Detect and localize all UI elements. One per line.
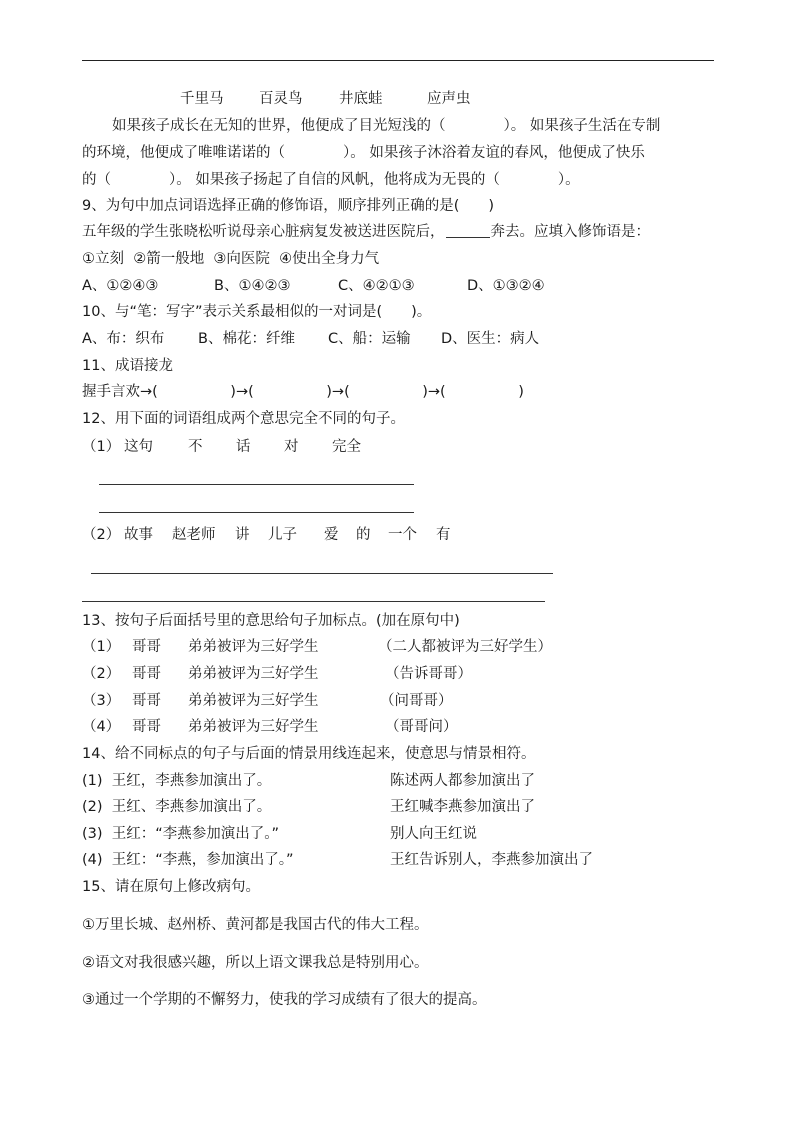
q11-chain: 握手言欢→( )→( )→( )→( ) xyxy=(82,384,524,400)
word-bank-2: 百灵鸟 xyxy=(259,91,303,107)
q9-option-a: A、①②④③ xyxy=(82,278,159,294)
q10-option-a: A、布：织布 xyxy=(82,331,165,347)
q10-title: 10、与“笔：写字”表示关系最相似的一对词是( )。 xyxy=(82,304,432,320)
q13-row-2-a: 哥哥 xyxy=(132,666,161,682)
header-rule xyxy=(82,60,714,61)
q12-part2-word-8: 有 xyxy=(436,527,451,543)
q12-part1-label: （1） xyxy=(82,439,121,455)
word-bank-4: 应声虫 xyxy=(427,91,471,107)
q15-title: 15、请在原句上修改病句。 xyxy=(82,879,260,895)
q14-title: 14、给不同标点的句子与后面的情景用线连起来，使意思与情景相符。 xyxy=(82,746,536,762)
q10-option-d: D、医生：病人 xyxy=(441,331,540,347)
q12-part1-word-3: 话 xyxy=(236,439,251,455)
q13-row-2-b: 弟弟被评为三好学生 xyxy=(188,666,319,682)
q12-title: 12、用下面的词语组成两个意思完全不同的句子。 xyxy=(82,411,405,427)
q14-right-4[interactable]: 王红告诉别人，李燕参加演出了 xyxy=(390,852,593,868)
word-bank-1: 千里马 xyxy=(180,91,224,107)
q13-row-4-b: 弟弟被评为三好学生 xyxy=(188,719,319,735)
q12-answer-line-2[interactable] xyxy=(99,512,414,513)
q9-option-d: D、①③②④ xyxy=(467,278,545,294)
q12-part1-word-5: 完全 xyxy=(332,439,361,455)
q9-option-b: B、①④②③ xyxy=(214,278,291,294)
q14-left-1[interactable]: (1) 王红，李燕参加演出了。 xyxy=(82,773,272,789)
q12-part1-word-2: 不 xyxy=(188,439,203,455)
q12-part2-word-3: 讲 xyxy=(235,527,250,543)
paragraph-line-1: 如果孩子成长在无知的世界，他便成了目光短浅的（ ）。 如果孩子生活在专制 xyxy=(112,118,661,134)
q13-row-3-num: （3） xyxy=(82,693,121,709)
q9-answer-blank[interactable] xyxy=(446,223,490,238)
q14-left-2[interactable]: (2) 王红、李燕参加演出了。 xyxy=(82,799,272,815)
q13-row-4-a: 哥哥 xyxy=(132,719,161,735)
q9-items: ①立刻 ②箭一般地 ③向医院 ④使出全身力气 xyxy=(82,251,380,267)
q12-part1-word-1: 这句 xyxy=(124,439,153,455)
q10-option-c: C、船：运输 xyxy=(328,331,411,347)
q12-answer-line-3[interactable] xyxy=(91,573,553,574)
q11-title: 11、成语接龙 xyxy=(82,358,173,374)
q15-item-3[interactable]: ③通过一个学期的不懈努力，使我的学习成绩有了很大的提高。 xyxy=(82,992,487,1008)
q12-part2-word-2: 赵老师 xyxy=(172,527,216,543)
q13-title: 13、按句子后面括号里的意思给句子加标点。(加在原句中) xyxy=(82,613,460,629)
q12-part2-label: （2） xyxy=(82,527,121,543)
q13-row-3-b: 弟弟被评为三好学生 xyxy=(188,693,319,709)
q13-row-1-b: 弟弟被评为三好学生 xyxy=(188,639,319,655)
q14-left-3[interactable]: (3) 王红：“李燕参加演出了。” xyxy=(82,826,280,842)
q13-row-2-num: （2） xyxy=(82,666,121,682)
q13-row-1-note: （二人都被评为三好学生） xyxy=(378,639,552,655)
q15-item-2[interactable]: ②语文对我很感兴趣，所以上语文课我总是特别用心。 xyxy=(82,955,429,971)
q13-row-1-num: （1） xyxy=(82,639,121,655)
q13-row-4-note: （哥哥问） xyxy=(385,719,458,735)
q9-sentence-before: 五年级的学生张晓松听说母亲心脏病复发被送进医院后， xyxy=(82,224,445,240)
q13-row-3-note: （问哥哥） xyxy=(380,693,453,709)
q13-row-4-num: （4） xyxy=(82,719,121,735)
q9-sentence-after: 奔去。应填入修饰语是： xyxy=(490,224,650,240)
q12-part2-word-1: 故事 xyxy=(124,527,153,543)
q15-item-1[interactable]: ①万里长城、赵州桥、黄河都是我国古代的伟大工程。 xyxy=(82,917,429,933)
q9-sentence xyxy=(82,222,650,242)
q12-part2-word-4: 儿子 xyxy=(268,527,297,543)
q14-left-4[interactable]: (4) 王红：“李燕，参加演出了。” xyxy=(82,852,294,868)
q13-row-2-note: （告诉哥哥） xyxy=(385,666,472,682)
q12-answer-line-1[interactable] xyxy=(99,484,414,485)
q14-right-3[interactable]: 别人向王红说 xyxy=(390,826,477,842)
q14-right-2[interactable]: 王红喊李燕参加演出了 xyxy=(390,799,535,815)
q14-right-1[interactable]: 陈述两人都参加演出了 xyxy=(390,773,535,789)
q12-part2-word-5: 爱 xyxy=(324,527,339,543)
paragraph-line-2: 的环境，他便成了唯唯诺诺的（ ）。 如果孩子沐浴着友谊的春风，他便成了快乐 xyxy=(82,145,645,161)
q12-part1-word-4: 对 xyxy=(284,439,299,455)
q12-part2-word-7: 一个 xyxy=(388,527,417,543)
q9-option-c: C、④②①③ xyxy=(338,278,415,294)
q12-part2-word-6: 的 xyxy=(356,527,371,543)
q13-row-1-a: 哥哥 xyxy=(132,639,161,655)
word-bank-3: 井底蛙 xyxy=(339,91,383,107)
q10-option-b: B、棉花：纤维 xyxy=(198,331,295,347)
q9-title: 9、为句中加点词语选择正确的修饰语，顺序排列正确的是( ) xyxy=(82,198,495,214)
q13-row-3-a: 哥哥 xyxy=(132,693,161,709)
q12-answer-line-4[interactable] xyxy=(82,601,545,602)
paragraph-line-3: 的（ ）。 如果孩子扬起了自信的风帆，他将成为无畏的（ ）。 xyxy=(82,172,580,188)
